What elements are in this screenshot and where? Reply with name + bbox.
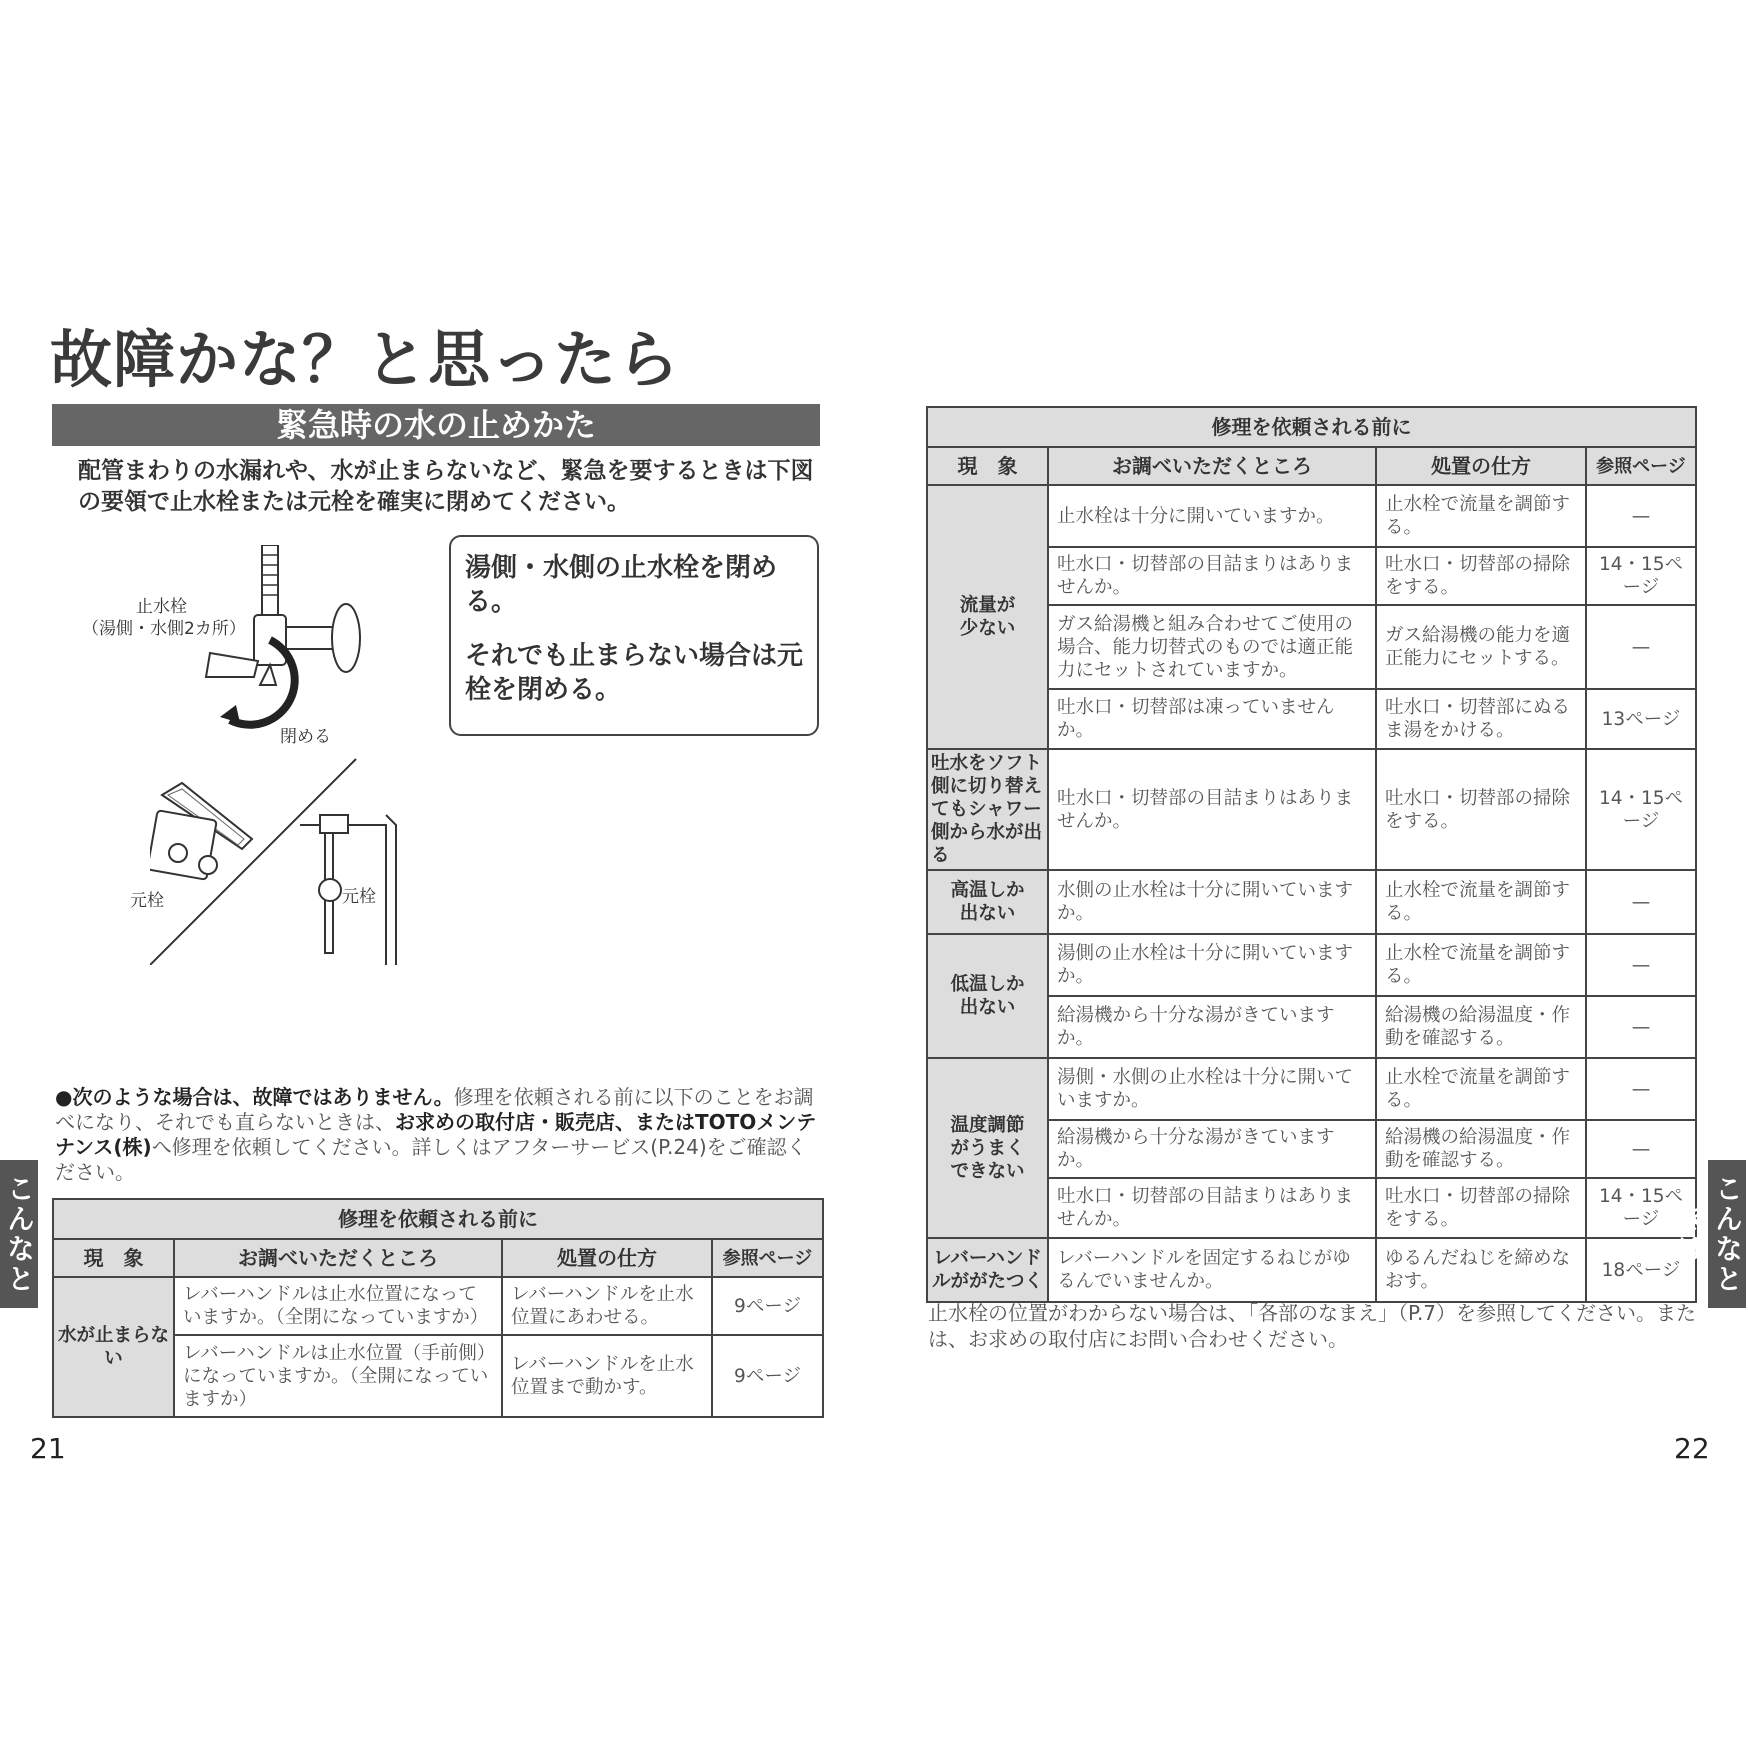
action-cell: レバーハンドルを止水位置まで動かす。 bbox=[502, 1335, 712, 1417]
page-number-left: 21 bbox=[30, 1432, 66, 1465]
ref-cell: 14・15ページ bbox=[1586, 1178, 1696, 1238]
action-cell: 止水栓で流量を調節する。 bbox=[1376, 485, 1586, 547]
action-cell: レバーハンドルを止水位置にあわせる。 bbox=[502, 1277, 712, 1335]
header-symptom: 現 象 bbox=[927, 447, 1048, 485]
action-cell: ゆるんだねじを締めなおす。 bbox=[1376, 1238, 1586, 1302]
page-number-right: 22 bbox=[1674, 1432, 1710, 1465]
symptom-cell: レバーハンドルががたつく bbox=[927, 1238, 1048, 1302]
symptom-cell: 吐水をソフト側に切り替えてもシャワー側から水が出る bbox=[927, 749, 1048, 870]
check-cell: 湯側・水側の止水栓は十分に開いていますか。 bbox=[1048, 1058, 1376, 1120]
instruction-callout bbox=[449, 535, 819, 736]
header-ref: 参照ページ bbox=[1586, 447, 1696, 485]
ref-cell: — bbox=[1586, 870, 1696, 934]
check-cell: 給湯機から十分な湯がきていますか。 bbox=[1048, 996, 1376, 1058]
header-action: 処置の仕方 bbox=[502, 1239, 712, 1277]
action-cell: 止水栓で流量を調節する。 bbox=[1376, 934, 1586, 996]
check-cell: ガス給湯機と組み合わせてご使用の場合、能力切替式のものでは適正能力にセットされていますか。 bbox=[1048, 605, 1376, 689]
callout-line-2: それでも止まらない場合は元栓を閉める。 bbox=[465, 641, 804, 705]
check-cell: 吐水口・切替部の目詰まりはありませんか。 bbox=[1048, 1178, 1376, 1238]
check-cell: 給湯機から十分な湯がきていますか。 bbox=[1048, 1120, 1376, 1178]
check-cell: 湯側の止水栓は十分に開いていますか。 bbox=[1048, 934, 1376, 996]
action-cell: 給湯機の給湯温度・作動を確認する。 bbox=[1376, 1120, 1586, 1178]
intro-text: 配管まわりの水漏れや、水が止まらないなど、緊急を要するときは下図の要領で止水栓または元栓を確実に閉めてください。 bbox=[78, 458, 814, 515]
notice-bold-1: 次のような場合は、故障ではありません。 bbox=[72, 1085, 454, 1109]
action-cell: 給湯機の給湯温度・作動を確認する。 bbox=[1376, 996, 1586, 1058]
notice-text-1: 修理を依頼される前に以下のことをお調べになり、それでも直らないときは、 bbox=[55, 1085, 814, 1134]
ref-cell: 18ページ bbox=[1586, 1238, 1696, 1302]
action-cell: 止水栓で流量を調節する。 bbox=[1376, 870, 1586, 934]
check-cell: レバーハンドルを固定するねじがゆるんでいませんか。 bbox=[1048, 1238, 1376, 1302]
main-valve-label-left: 元栓 bbox=[130, 891, 164, 911]
ref-cell: 9ページ bbox=[712, 1277, 823, 1335]
check-cell: レバーハンドルは止水位置になっていますか。（全閉になっていますか） bbox=[174, 1277, 502, 1335]
ref-cell: 13ページ bbox=[1586, 689, 1696, 749]
ref-cell: — bbox=[1586, 1058, 1696, 1120]
header-check: お調べいただくところ bbox=[174, 1239, 502, 1277]
table-caption: 修理を依頼される前に bbox=[927, 407, 1696, 447]
ref-cell: 14・15ページ bbox=[1586, 547, 1696, 605]
header-symptom: 現 象 bbox=[53, 1239, 174, 1277]
close-label: 閉める bbox=[280, 727, 331, 747]
symptom-cell: 温度調節がうまくできない bbox=[927, 1058, 1048, 1238]
main-valve-illustration bbox=[150, 755, 400, 965]
ref-cell: — bbox=[1586, 1120, 1696, 1178]
action-cell: ガス給湯機の能力を適正能力にセットする。 bbox=[1376, 605, 1586, 689]
check-cell: 水側の止水栓は十分に開いていますか。 bbox=[1048, 870, 1376, 934]
notice-text-2: へ修理を依頼してください。詳しくはアフターサービス(P.24)をご確認ください。 bbox=[55, 1135, 807, 1184]
check-cell: レバーハンドルは止水位置（手前側）になっていますか。（全開になっていますか） bbox=[174, 1335, 502, 1417]
section-heading: 緊急時の水の止めかた bbox=[52, 404, 820, 446]
header-ref: 参照ページ bbox=[712, 1239, 823, 1277]
ref-cell: 9ページ bbox=[712, 1335, 823, 1417]
action-cell: 吐水口・切替部の掃除をする。 bbox=[1376, 749, 1586, 870]
symptom-cell: 低温しか出ない bbox=[927, 934, 1048, 1058]
ref-cell: — bbox=[1586, 605, 1696, 689]
troubleshoot-table-left bbox=[52, 1198, 824, 1418]
ref-cell: — bbox=[1586, 485, 1696, 547]
header-check: お調べいただくところ bbox=[1048, 447, 1376, 485]
header-action: 処置の仕方 bbox=[1376, 447, 1586, 485]
valve-illustration bbox=[150, 545, 410, 745]
symptom-cell: 高温しか出ない bbox=[927, 870, 1048, 934]
check-cell: 吐水口・切替部の目詰まりはありませんか。 bbox=[1048, 547, 1376, 605]
page-title: 故障かな？と思ったら bbox=[50, 323, 681, 396]
action-cell: 吐水口・切替部の掃除をする。 bbox=[1376, 1178, 1586, 1238]
callout-line-1: 湯側・水側の止水栓を閉める。 bbox=[465, 553, 778, 617]
ref-cell: — bbox=[1586, 996, 1696, 1058]
ref-cell: 14・15ページ bbox=[1586, 749, 1696, 870]
troubleshoot-table-right bbox=[926, 406, 1697, 1303]
notice-text bbox=[55, 1085, 823, 1185]
valve-label-sub: （湯側・水側2カ所） bbox=[82, 619, 246, 639]
table-caption: 修理を依頼される前に bbox=[53, 1199, 823, 1239]
symptom-cell: 流量が少ない bbox=[927, 485, 1048, 749]
check-cell: 吐水口・切替部は凍っていませんか。 bbox=[1048, 689, 1376, 749]
footnote: 止水栓の位置がわからない場合は、「各部のなまえ」（P.7）を参照してください。または、お求めの取付店にお問い合わせください。 bbox=[928, 1301, 1697, 1351]
side-tab-right: こんなときは bbox=[1708, 1160, 1746, 1308]
notice-bold-2: お求めの取付店・販売店、またはTOTOメンテナンス(株) bbox=[55, 1110, 817, 1159]
action-cell: 吐水口・切替部の掃除をする。 bbox=[1376, 547, 1586, 605]
valve-label: 止水栓 bbox=[136, 597, 187, 617]
bullet-icon: ● bbox=[55, 1085, 73, 1109]
symptom-cell: 水が止まらない bbox=[53, 1277, 174, 1417]
ref-cell: — bbox=[1586, 934, 1696, 996]
action-cell: 止水栓で流量を調節する。 bbox=[1376, 1058, 1586, 1120]
side-tab-left: こんなと bbox=[0, 1160, 38, 1308]
main-valve-label-right: 元栓 bbox=[342, 887, 376, 907]
check-cell: 吐水口・切替部の目詰まりはありませんか。 bbox=[1048, 749, 1376, 870]
check-cell: 止水栓は十分に開いていますか。 bbox=[1048, 485, 1376, 547]
action-cell: 吐水口・切替部にぬるま湯をかける。 bbox=[1376, 689, 1586, 749]
